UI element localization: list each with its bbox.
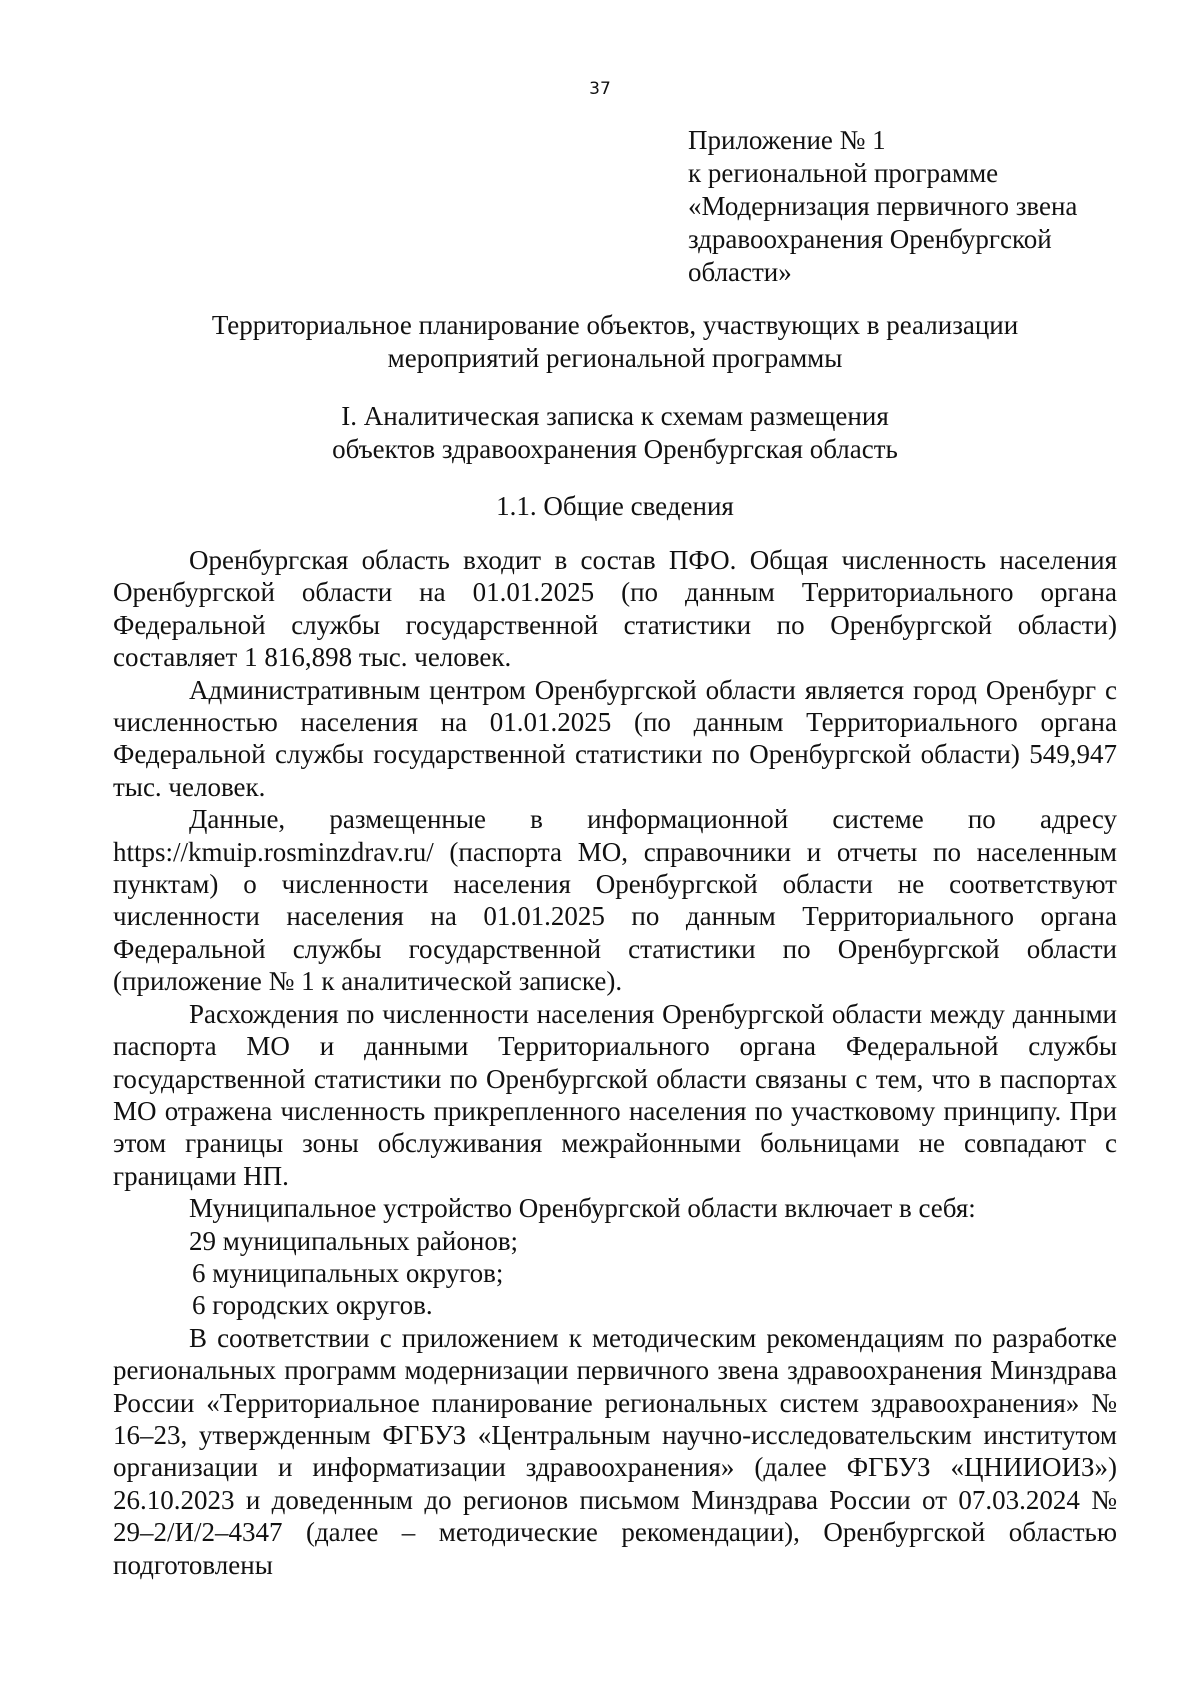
paragraph: Оренбургская область входит в состав ПФО. Общая численность населения Оренбургской области на 01.01.2025 (по данным Территориального органа Федеральной службы государственной статистики по Оренбургской области) составляет 1 816,898 тыс. человек. [113,545,1117,673]
list-item: 6 муниципальных округов; [192,1257,504,1288]
annex-line: Приложение № 1 [688,125,886,155]
section-line: I. Аналитическая записка к схемам размещения [341,401,889,431]
subsection-title: 1.1. Общие сведения [496,491,734,521]
paragraph: Административным центром Оренбургской области является город Оренбург с численностью населения на 01.01.2025 (по данным Территориального органа Федеральной службы государственной статистики по Оренбургской области) 549,947 тыс. человек. [113,674,1117,802]
annex-header [688,124,1148,289]
paragraph: В соответствии с приложением к методическим рекомендациям по разработке региональных программ модернизации первичного звена здравоохранения Минздрава России «Территориальное планирование региональных систем здравоохранения» № 16–23, утвержденным ФГБУЗ «Центральным научно-исследовательским институтом организации и информатизации здравоохранения» (далее ФГБУЗ «ЦНИИОИЗ») 26.10.2023 и доведенным до регионов письмом Минздрава России от 07.03.2024 № 29–2/И/2–4347 (далее – методические рекомендации), Оренбургской областью подготовлены [113,1322,1117,1580]
paragraph: Муниципальное устройство Оренбургской области включает в себя: [189,1193,976,1224]
subsection-heading [110,490,1120,523]
title-line: мероприятий региональной программы [387,343,843,373]
page-number: 37 [589,79,611,99]
annex-line: «Модернизация первичного звена [688,191,1078,221]
list-item: 6 городских округов. [192,1290,433,1321]
annex-line: к региональной программе [688,158,999,188]
title-line: Территориальное планирование объектов, участвующих в реализации [211,310,1019,340]
annex-line: области» [688,257,792,287]
list-item: 29 муниципальных районов; [189,1225,519,1256]
paragraph: Данные, размещенные в информационной системе по адресу https://kmuip.rosminzdrav.ru/ (паспорта МО, справочники и отчеты по населенным пунктам) о численности населения Оренбургской области не соответствуют численности населения на 01.01.2025 по данным Территориального органа Федеральной службы государственной статистики по Оренбургской области (приложение № 1 к аналитической записке). [113,804,1117,997]
annex-line: здравоохранения Оренбургской [688,224,1052,254]
paragraph: Расхождения по численности населения Оренбургской области между данными паспорта МО и данными Территориального органа Федеральной службы государственной статистики по Оренбургской области связаны с тем, что в паспортах МО отражена численность прикрепленного населения по участковому принципу. При этом границы зоны обслуживания межрайонными больницами не совпадают с границами НП. [113,998,1117,1191]
document-title [110,309,1120,375]
section-line: объектов здравоохранения Оренбургская область [332,434,898,464]
body-text [113,544,1117,1581]
section-heading [110,400,1120,466]
